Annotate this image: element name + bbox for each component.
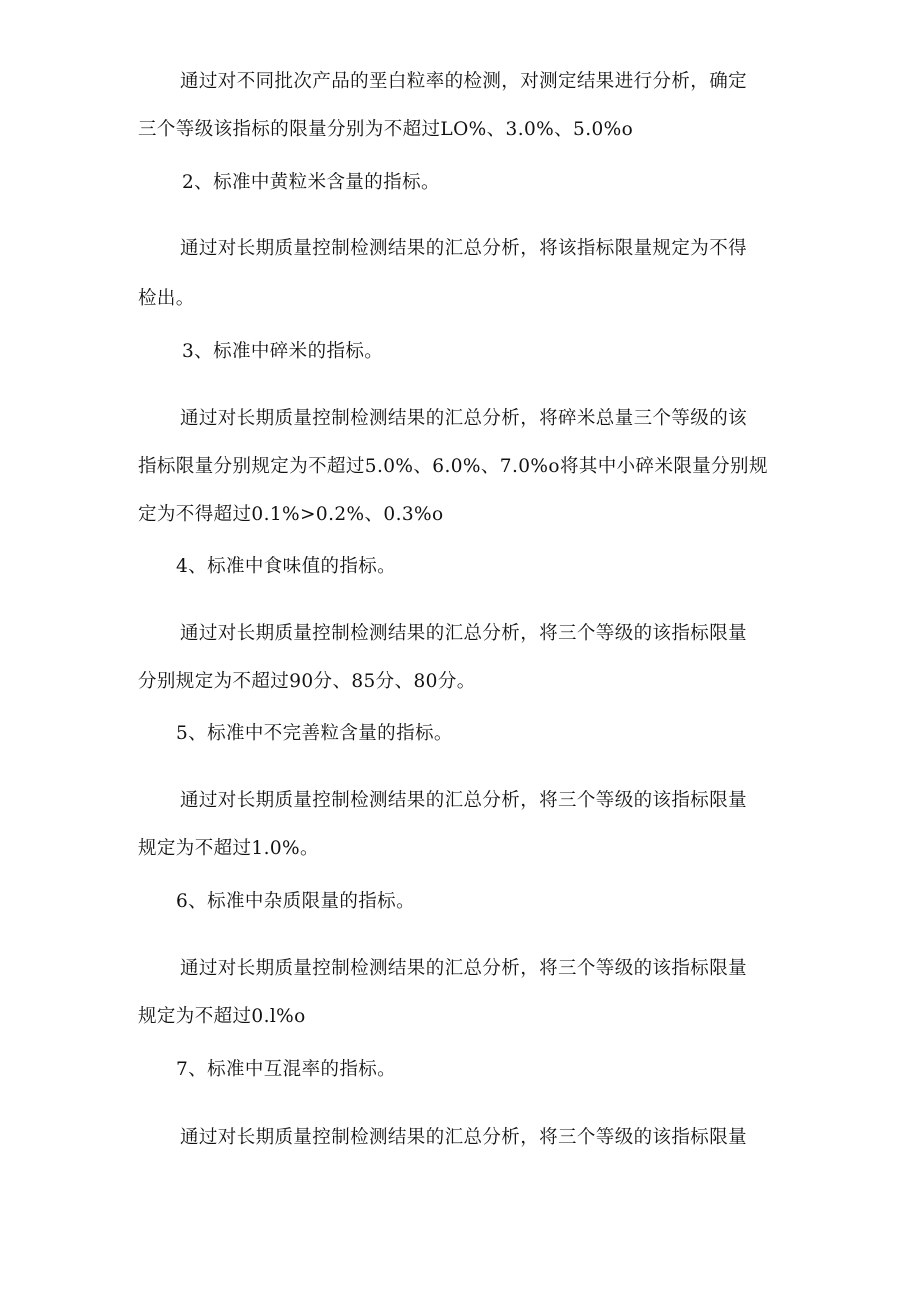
paragraph-line: 三个等级该指标的限量分别为不超过LO%、3.0%、5.0%o [138, 119, 634, 140]
paragraph-line: 通过对不同批次产品的垩白粒率的检测，对测定结果进行分析，确定 [180, 71, 748, 92]
section-heading: 6、标准中杂质限量的指标。 [176, 891, 415, 912]
section-heading: 5、标准中不完善粒含量的指标。 [176, 723, 453, 744]
section-heading: 3、标准中碎米的指标。 [182, 341, 384, 362]
paragraph-line: 检出。 [138, 288, 195, 309]
section-heading: 7、标准中互混率的指标。 [176, 1059, 397, 1080]
paragraph-line: 指标限量分别规定为不超过5.0%、6.0%、7.0%o将其中小碎米限量分别规 [138, 456, 768, 477]
paragraph-line: 通过对长期质量控制检测结果的汇总分析，将碎米总量三个等级的该 [180, 408, 748, 429]
paragraph-line: 通过对长期质量控制检测结果的汇总分析，将三个等级的该指标限量 [180, 1127, 748, 1148]
paragraph-line: 定为不得超过0.1%>0.2%、0.3%o [138, 504, 444, 525]
paragraph-line: 通过对长期质量控制检测结果的汇总分析，将三个等级的该指标限量 [180, 623, 748, 644]
paragraph-line: 通过对长期质量控制检测结果的汇总分析，将该指标限量规定为不得 [180, 238, 748, 259]
section-heading: 4、标准中食味值的指标。 [176, 556, 397, 577]
paragraph-line: 通过对长期质量控制检测结果的汇总分析，将三个等级的该指标限量 [180, 958, 748, 979]
paragraph-line: 规定为不超过1.0%。 [138, 838, 319, 859]
paragraph-line: 规定为不超过0.l%o [138, 1006, 306, 1027]
paragraph-line: 通过对长期质量控制检测结果的汇总分析，将三个等级的该指标限量 [180, 790, 748, 811]
section-heading: 2、标准中黄粒米含量的指标。 [182, 172, 440, 193]
paragraph-line: 分别规定为不超过90分、85分、80分。 [138, 671, 476, 692]
